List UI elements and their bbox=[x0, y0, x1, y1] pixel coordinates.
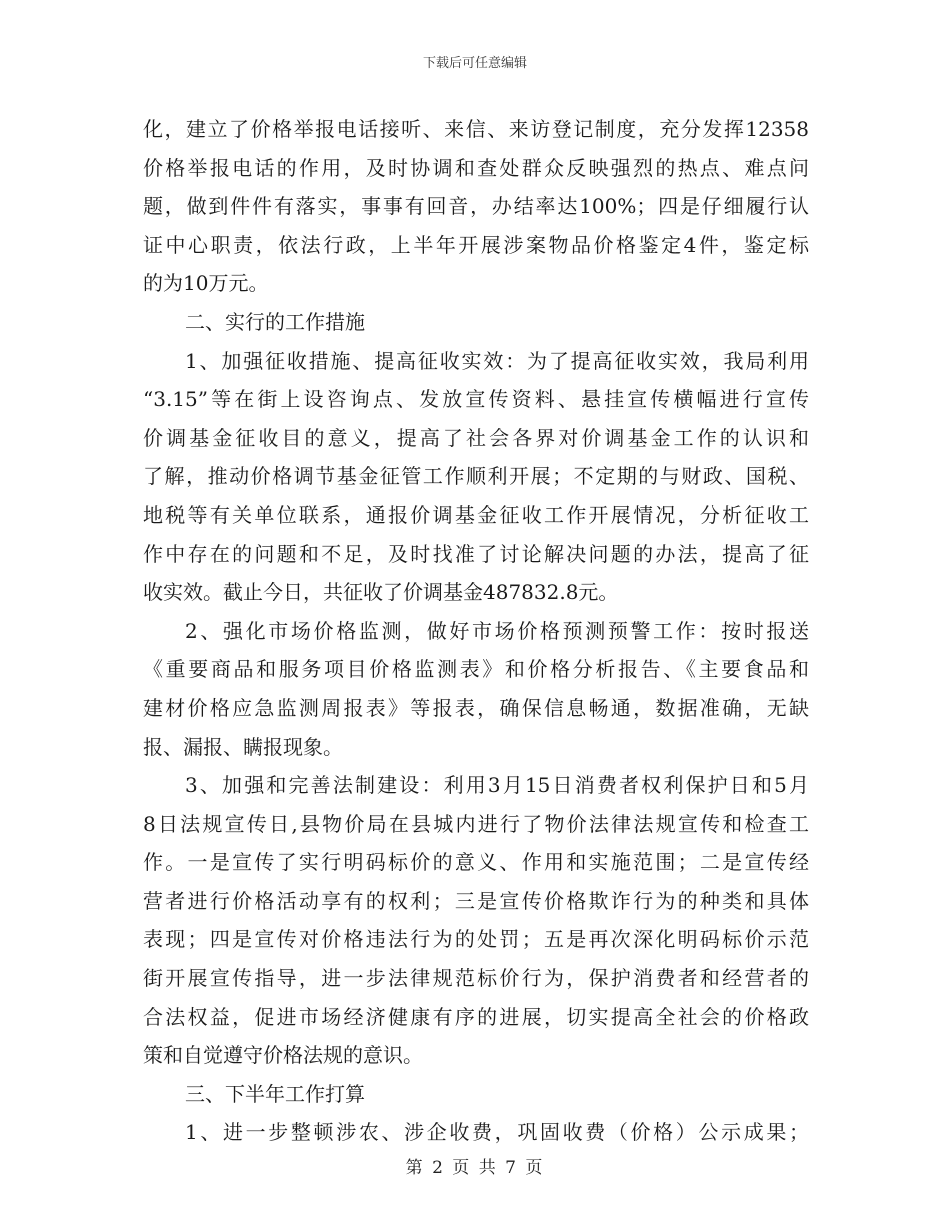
paragraph-line: 价调基金征收目的意义，提高了社会各界对价调基金工作的认识和 bbox=[143, 425, 809, 450]
page-header: 下载后可任意编辑 bbox=[422, 56, 527, 71]
paragraph-line: 证中心职责，依法行政，上半年开展涉案物品价格鉴定4件，鉴定标 bbox=[143, 232, 809, 257]
paragraph-line: 表现；四是宣传对价格违法行为的处罚；五是再次深化明码标价示范 bbox=[143, 927, 809, 952]
paragraph-line: 报、漏报、瞒报现象。 bbox=[143, 734, 343, 759]
paragraph-line: 的为10万元。 bbox=[143, 271, 269, 296]
paragraph-first-line: 3、加强和完善法制建设：利用3月15日消费者权利保护日和5月 bbox=[185, 773, 809, 798]
paragraph-line: 收实效。截止今日，共征收了价调基金487832.8元。 bbox=[143, 580, 619, 605]
paragraph-line: 营者进行价格活动享有的权利；三是宣传价格欺诈行为的种类和具体 bbox=[143, 888, 809, 913]
paragraph-line: 《重要商品和服务项目价格监测表》和价格分析报告、《主要食品和 bbox=[143, 657, 809, 682]
paragraph-line: 街开展宣传指导，进一步法律规范标价行为，保护消费者和经营者的 bbox=[143, 966, 809, 991]
document-body bbox=[143, 110, 809, 1152]
paragraph-first-line: 1、加强征收措施、提高征收实效：为了提高征收实效，我局利用 bbox=[185, 348, 809, 373]
paragraph-line: 化，建立了价格举报电话接听、来信、来访登记制度，充分发挥12358 bbox=[143, 117, 809, 141]
page-number: 第 2 页 共 7 页 bbox=[405, 1158, 545, 1178]
paragraph-first-line: 2、强化市场价格监测，做好市场价格预测预警工作：按时报送 bbox=[185, 618, 809, 643]
paragraph-line: 作中存在的问题和不足，及时找准了讨论解决问题的办法，提高了征 bbox=[143, 541, 809, 566]
section-heading: 三、下半年工作打算 bbox=[185, 1081, 365, 1106]
paragraph-line: 作。一是宣传了实行明码标价的意义、作用和实施范围；二是宣传经 bbox=[143, 850, 809, 875]
paragraph-line: “3.15”等在街上设咨询点、发放宣传资料、悬挂宣传横幅进行宣传 bbox=[143, 387, 809, 412]
paragraph-first-line: 1、进一步整顿涉农、涉企收费，巩固收费（价格）公示成果； bbox=[185, 1120, 809, 1145]
paragraph-line: 题，做到件件有落实，事事有回音，办结率达100%；四是仔细履行认 bbox=[143, 194, 809, 219]
paragraph-line: 合法权益，促进市场经济健康有序的进展，切实提高全社会的价格政 bbox=[143, 1004, 809, 1029]
paragraph-line: 建材价格应急监测周报表》等报表，确保信息畅通，数据准确，无缺 bbox=[143, 695, 809, 720]
paragraph-line: 8日法规宣传日,县物价局在县城内进行了物价法律法规宣传和检查工 bbox=[143, 811, 809, 836]
paragraph-line: 地税等有关单位联系，通报价调基金征收工作开展情况，分析征收工 bbox=[143, 502, 809, 527]
section-heading: 二、实行的工作措施 bbox=[185, 309, 365, 334]
paragraph-line: 了解，推动价格调节基金征管工作顺利开展；不定期的与财政、国税、 bbox=[143, 464, 809, 489]
paragraph-line: 策和自觉遵守价格法规的意识。 bbox=[143, 1043, 423, 1068]
paragraph-line: 价格举报电话的作用，及时协调和查处群众反映强烈的热点、难点问 bbox=[143, 155, 809, 180]
